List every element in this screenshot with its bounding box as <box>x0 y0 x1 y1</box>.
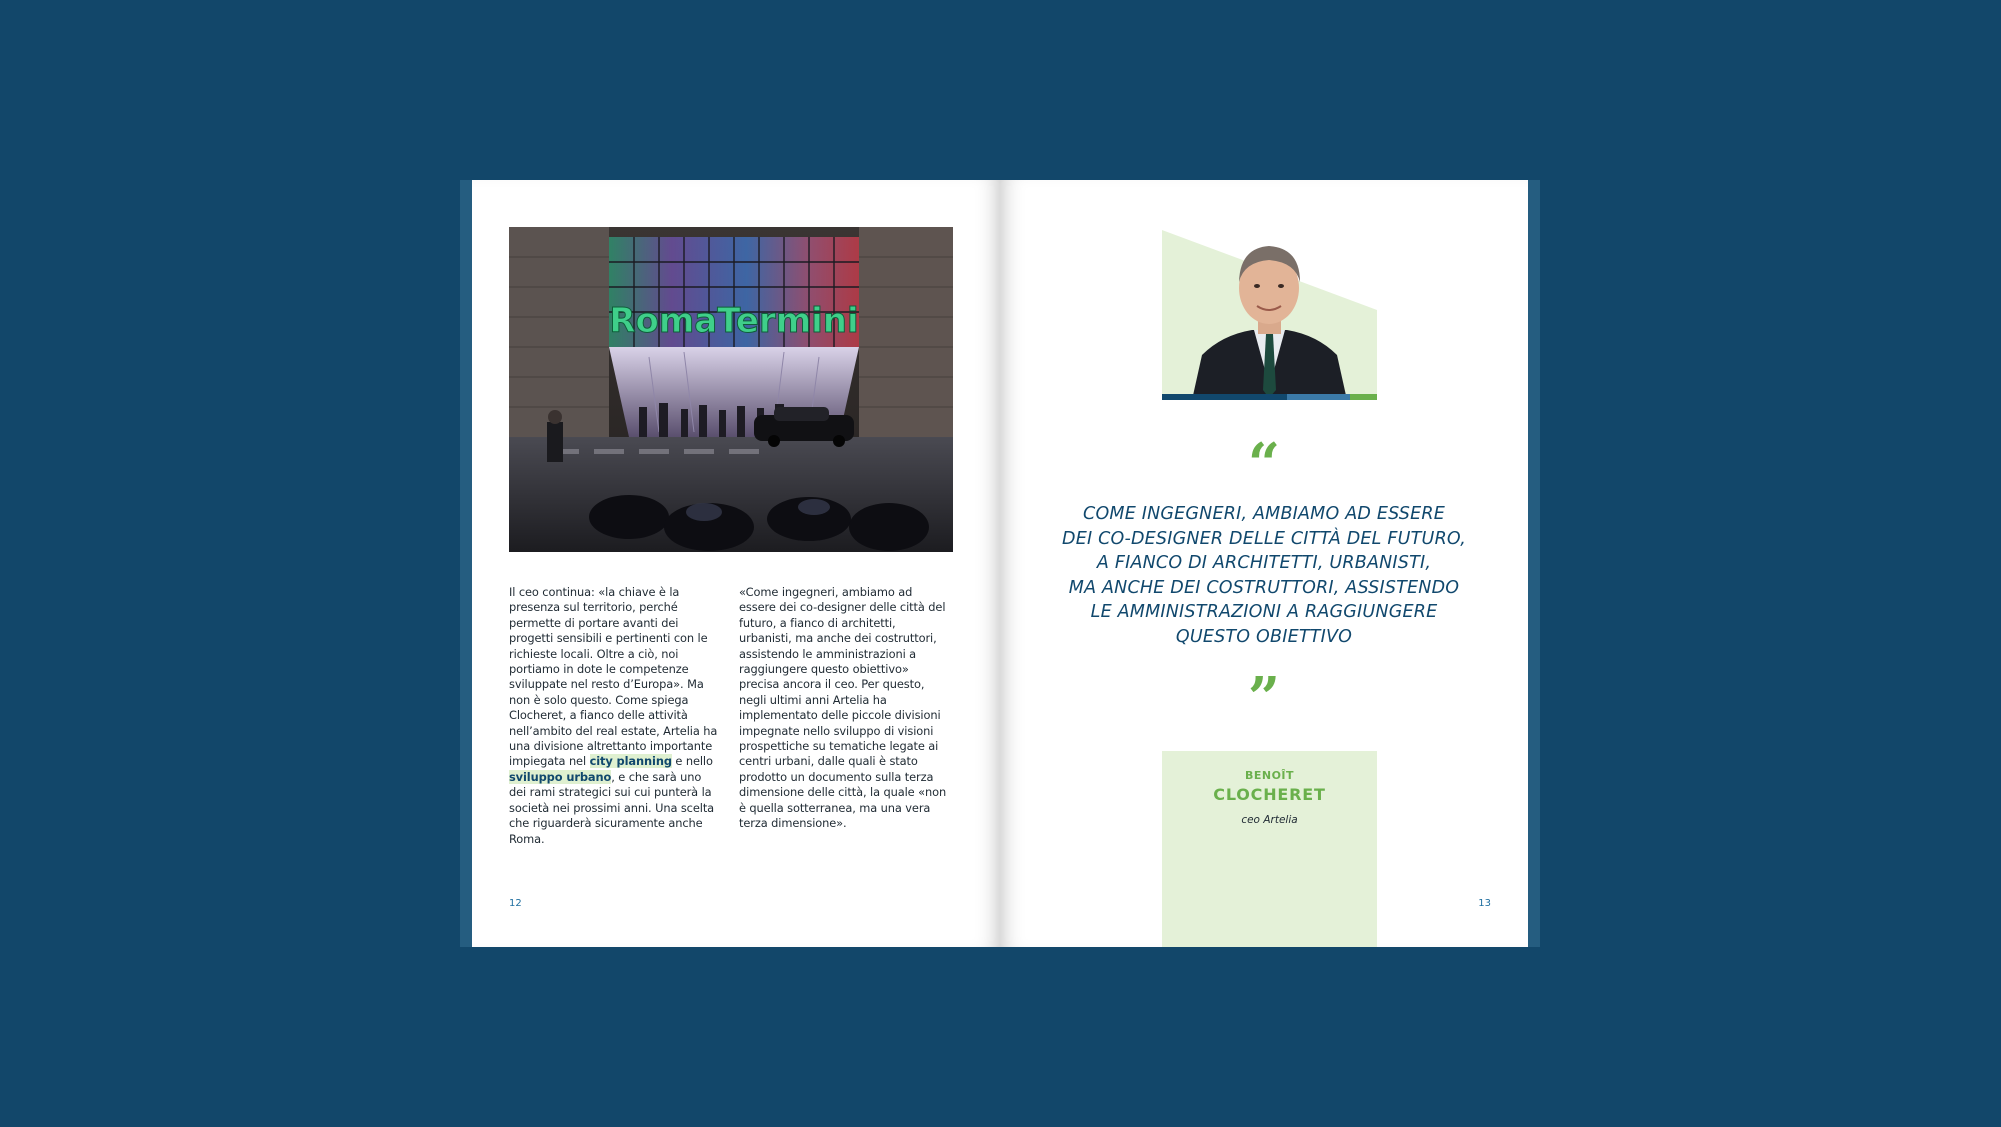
station-photo-illustration <box>509 227 953 552</box>
quote-line: COME INGEGNERI, AMBIAMO AD ESSERE <box>1083 504 1445 524</box>
magazine-spread <box>460 180 1540 947</box>
cover-edge-right <box>1528 180 1540 947</box>
quote-line: MA ANCHE DEI COSTRUTTORI, ASSISTENDO <box>1068 577 1460 598</box>
right-page <box>1000 180 1528 947</box>
quote-line: A FIANCO DI ARCHITETTI, URBANISTI, <box>1096 553 1432 574</box>
highlight-sviluppo-urbano: sviluppo urbano <box>509 769 612 784</box>
column1-text-start: Il ceo continua: «la chiave è la presenza sul territorio, perché permette di portare avanti dei progetti sensibili e pertinenti con le richieste locali. Oltre a ciò, noi portiamo in dote le competenze sviluppate nel resto d’Europa». Ma non è solo questo. Come spiega Clocheret, a fianco delle attività nell’ambito del real estate, Artelia ha una divisione altrettanto importante impiegata nel <box>509 585 718 769</box>
ceo-portrait <box>1162 230 1377 400</box>
page-number-right: 13 <box>1478 898 1491 909</box>
portrait-illustration <box>1162 230 1377 400</box>
quote-close-icon: ” <box>1247 665 1281 731</box>
highlight-city-planning: city planning <box>589 754 672 769</box>
author-role: ceo Artelia <box>1241 814 1298 826</box>
roma-termini-photo <box>509 227 953 552</box>
pull-quote <box>1040 502 1488 650</box>
quote-line: QUESTO OBIETTIVO <box>1175 626 1353 647</box>
quote-line: LE AMMINISTRAZIONI A RAGGIUNGERE <box>1090 602 1438 623</box>
quote-line: DEI CO-DESIGNER DELLE CITTÀ DEL FUTURO, <box>1062 528 1466 549</box>
article-column-1 <box>509 585 719 847</box>
author-first-name: BENOÎT <box>1244 769 1295 782</box>
quote-open-icon: “ <box>1247 431 1281 497</box>
author-last-name: CLOCHERET <box>1213 785 1326 804</box>
author-box <box>1162 751 1377 947</box>
column1-text-middle: e nello <box>671 754 713 769</box>
page-number-left: 12 <box>509 898 522 909</box>
column1-text-end: , e che sarà uno dei rami strategici sui cui punterà la società nei prossimi anni. Una scelta che riguarderà sicuramente anche Roma. <box>509 769 715 846</box>
cover-edge-left <box>460 180 472 947</box>
article-column-2: «Come ingegneri, ambiamo ad essere dei co-designer delle città del futuro, a fianco di architetti, urbanisti, ma anche dei costruttori, assistendo le amministrazioni a raggiungere questo obiettivo» precisa ancora il ceo. Per questo, negli ultimi anni Artelia ha implementato delle piccole divisioni impegnate nello sviluppo di visioni prospettiche su tematiche legate ai centri urbani, dalle quali è stato prodotto un documento sulla terza dimensione delle città, la quale «non è quella sotterranea, ma una vera terza dimensione». <box>739 585 947 831</box>
station-sign-text: RomaTermini <box>609 301 859 341</box>
left-page <box>472 180 1000 947</box>
